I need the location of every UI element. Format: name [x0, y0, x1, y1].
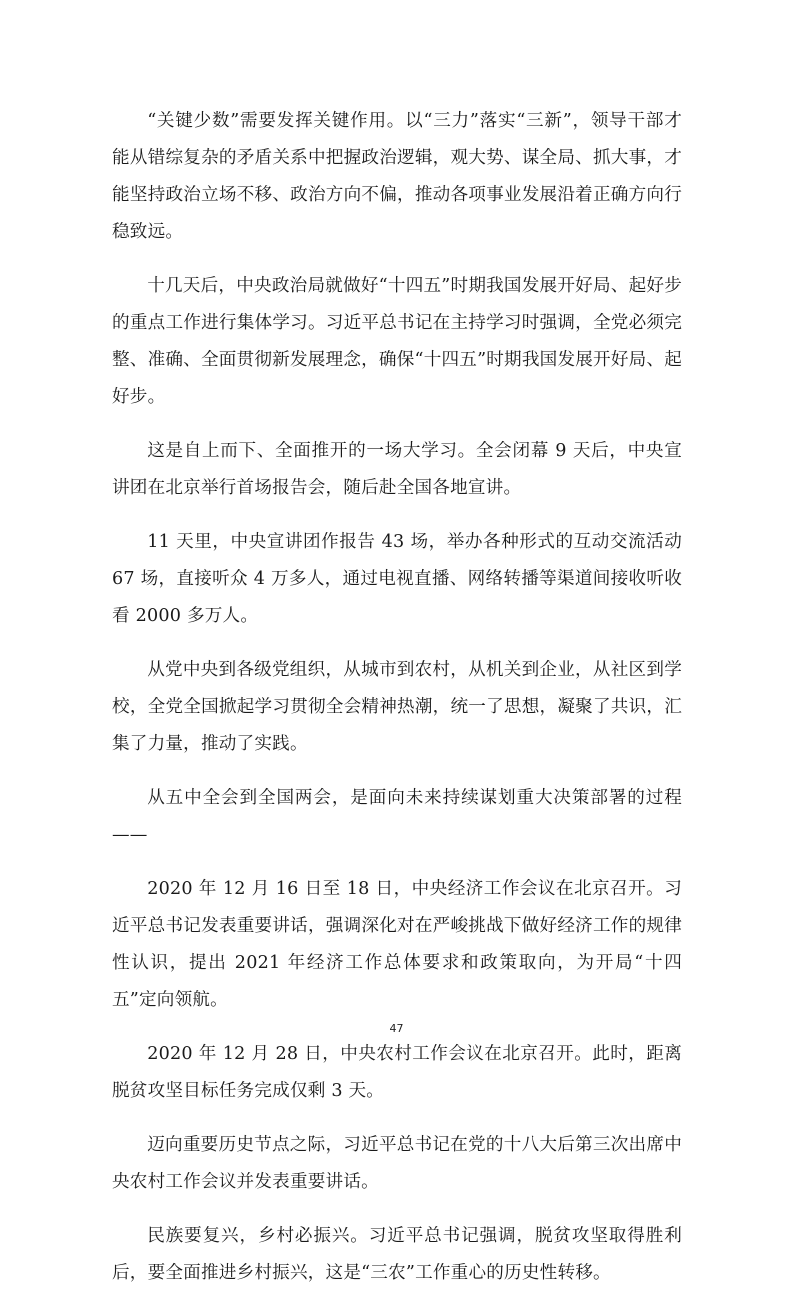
paragraph: 这是自上而下、全面推开的一场大学习。全会闭幕 9 天后，中央宣讲团在北京举行首场报告会，随后赴全国各地宣讲。 — [112, 441, 682, 498]
paragraph: 十几天后，中央政治局就做好“十四五”时期我国发展开好局、起好步的重点工作进行集体学习。习近平总书记在主持学习时强调，全党必须完整、准确、全面贯彻新发展理念，确保“十四五”时期我国发展开好局、起好步。 — [112, 276, 682, 407]
document-body — [112, 103, 682, 1309]
paragraph: 迈向重要历史节点之际，习近平总书记在党的十八大后第三次出席中央农村工作会议并发表重要讲话。 — [112, 1135, 682, 1192]
paragraph: 民族要复兴，乡村必振兴。习近平总书记强调，脱贫攻坚取得胜利后，要全面推进乡村振兴，这是“三农”工作重心的历史性转移。 — [112, 1226, 682, 1283]
paragraph: 从党中央到各级党组织，从城市到农村，从机关到企业，从社区到学校，全党全国掀起学习贯彻全会精神热潮，统一了思想，凝聚了共识，汇集了力量，推动了实践。 — [112, 660, 682, 754]
paragraph: “关键少数”需要发挥关键作用。以“三力”落实“三新”，领导干部才能从错综复杂的矛盾关系中把握政治逻辑，观大势、谋全局、抓大事，才能坚持政治立场不移、政治方向不偏，推动各项事业发展沿着正确方向行稳致远。 — [112, 111, 682, 242]
paragraph: 从五中全会到全国两会，是面向未来持续谋划重大决策部署的过程—— — [112, 788, 682, 845]
paragraph: 2020 年 12 月 28 日，中央农村工作会议在北京召开。此时，距离脱贫攻坚目标任务完成仅剩 3 天。 — [112, 1044, 682, 1101]
paragraph: 2020 年 12 月 16 日至 18 日，中央经济工作会议在北京召开。习近平总书记发表重要讲话，强调深化对在严峻挑战下做好经济工作的规律性认识，提出 2021 年经济工作总体要求和政策取向，为开局“十四五”定向领航。 — [112, 879, 682, 1010]
page-number: 47 — [389, 1022, 404, 1035]
paragraph: 11 天里，中央宣讲团作报告 43 场，举办各种形式的互动交流活动 67 场，直接听众 4 万多人，通过电视直播、网络转播等渠道间接收听收看 2000 多万人。 — [112, 532, 682, 626]
